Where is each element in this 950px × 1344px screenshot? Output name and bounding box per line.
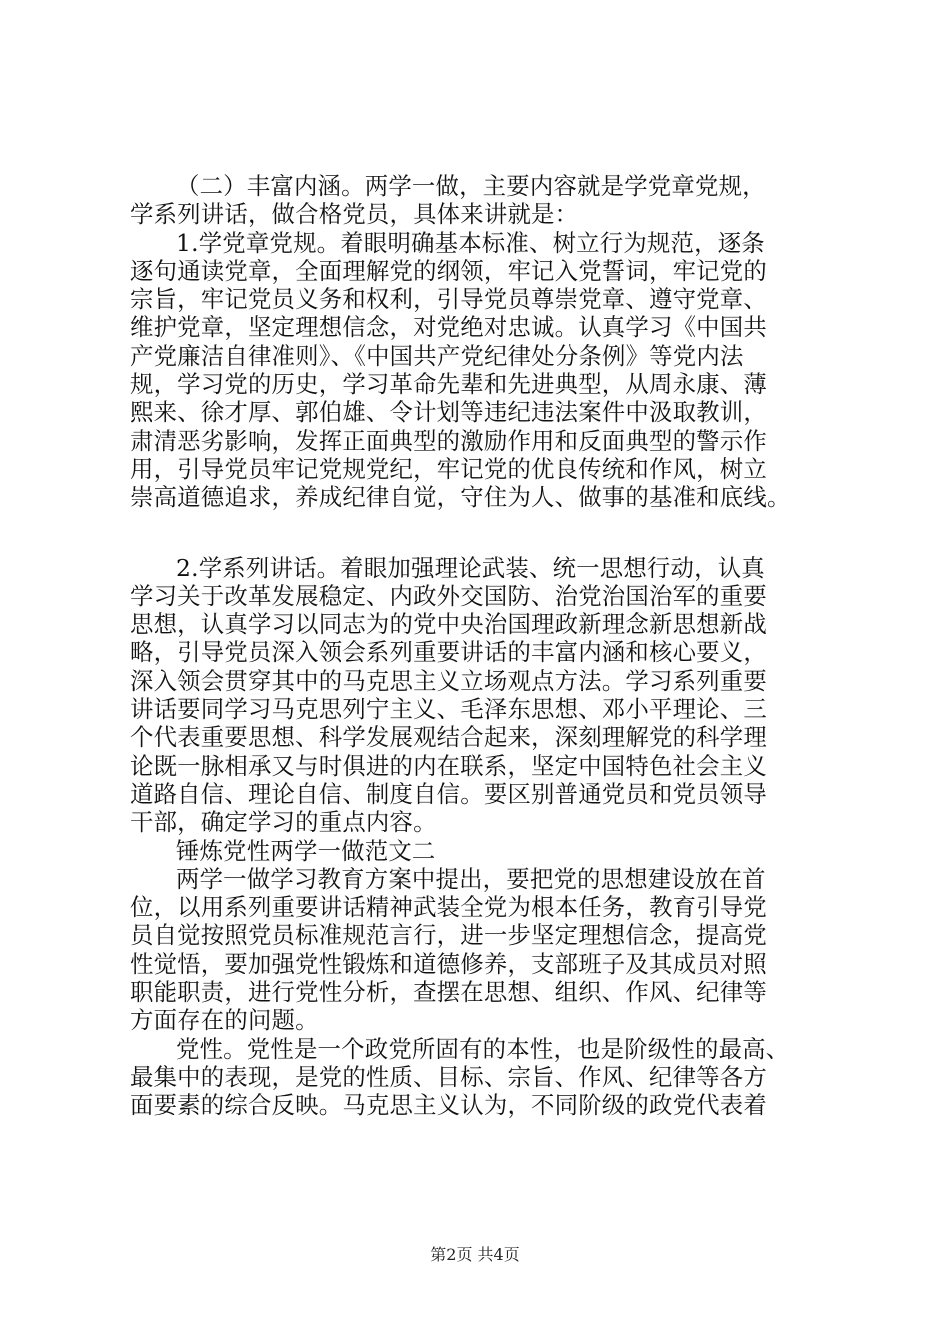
text-line: 略，引导党员深入领会系列重要讲话的丰富内涵和核心要义， <box>130 638 767 667</box>
text-line: 两学一做学习教育方案中提出，要把党的思想建设放在首 <box>176 864 766 893</box>
text-line: 学习关于改革发展稳定、内政外交国防、治党治国治军的重要 <box>130 581 767 610</box>
text-line: 维护党章，坚定理想信念，对党绝对忠诚。认真学习《中国共 <box>130 313 767 342</box>
text-line: 熙来、徐才厚、郭伯雄、令计划等违纪违法案件中汲取教训， <box>130 398 767 427</box>
text-line: 产党廉洁自律准则》、《中国共产党纪律处分条例》等党内法 <box>130 341 744 370</box>
text-line: 锤炼党性两学一做范文二 <box>176 836 436 865</box>
text-line: （二）丰富内涵。两学一做，主要内容就是学党章党规， <box>176 172 766 200</box>
text-line: 方面存在的问题。 <box>130 1006 319 1035</box>
text-line: 宗旨，牢记党员义务和权利，引导党员尊崇党章、遵守党章、 <box>130 285 767 314</box>
paragraph-education-plan <box>130 865 850 1035</box>
text-line: 员自觉按照党员标准规范言行，进一步坚定理想信念，提高党 <box>130 921 767 950</box>
text-line: 性觉悟，要加强党性锻炼和道德修养，支部班子及其成员对照 <box>130 949 767 978</box>
paragraph-rich-connotation <box>130 172 850 229</box>
paragraph-spacer <box>130 512 850 554</box>
text-line: 党性。党性是一个政党所固有的本性，也是阶级性的最高、 <box>176 1034 790 1063</box>
text-line: 崇高道德追求，养成纪律自觉，守住为人、做事的基准和底线。 <box>130 483 791 512</box>
text-line: 规，学习党的历史，学习革命先辈和先进典型，从周永康、薄 <box>130 370 767 399</box>
text-line: 肃清恶劣影响，发挥正面典型的激励作用和反面典型的警示作 <box>130 426 767 455</box>
text-line: 深入领会贯穿其中的马克思主义立场观点方法。学习系列重要 <box>130 666 767 695</box>
paragraph-party-spirit <box>130 1035 850 1120</box>
text-line: 最集中的表现，是党的性质、目标、宗旨、作风、纪律等各方 <box>130 1062 767 1091</box>
paragraph-party-constitution <box>130 229 850 512</box>
text-line: 学系列讲话，做合格党员，具体来讲就是： <box>130 200 579 229</box>
text-line: 面要素的综合反映。马克思主义认为，不同阶级的政党代表着 <box>130 1091 767 1120</box>
text-line: 道路自信、理论自信、制度自信。要区别普通党员和党员领导 <box>130 779 767 808</box>
text-line: 2.学系列讲话。着眼加强理论武装、统一思想行动，认真 <box>176 553 765 582</box>
text-line: 逐句通读党章，全面理解党的纲领，牢记入党誓词，牢记党的 <box>130 256 767 285</box>
paragraph-series-speeches <box>130 554 850 837</box>
text-line: 论既一脉相承又与时俱进的内在联系，坚定中国特色社会主义 <box>130 751 767 780</box>
text-line: 干部，确定学习的重点内容。 <box>130 808 437 837</box>
text-line: 职能职责，进行党性分析，查摆在思想、组织、作风、纪律等 <box>130 978 767 1007</box>
page-number-footer: 第2页 共4页 <box>430 1245 520 1264</box>
text-line: 个代表重要思想、科学发展观结合起来，深刻理解党的科学理 <box>130 723 767 752</box>
text-line: 用，引导党员牢记党规党纪，牢记党的优良传统和作风，树立 <box>130 454 767 483</box>
section-heading <box>130 837 850 865</box>
text-line: 1.学党章党规。着眼明确基本标准、树立行为规范，逐条 <box>176 228 765 257</box>
text-line: 思想，认真学习以同志为的党中央治国理政新理念新思想新战 <box>130 610 767 639</box>
document-body <box>130 172 850 1120</box>
text-line: 位，以用系列重要讲话精神武装全党为根本任务，教育引导党 <box>130 893 767 922</box>
text-line: 讲话要同学习马克思列宁主义、毛泽东思想、邓小平理论、三 <box>130 695 767 724</box>
